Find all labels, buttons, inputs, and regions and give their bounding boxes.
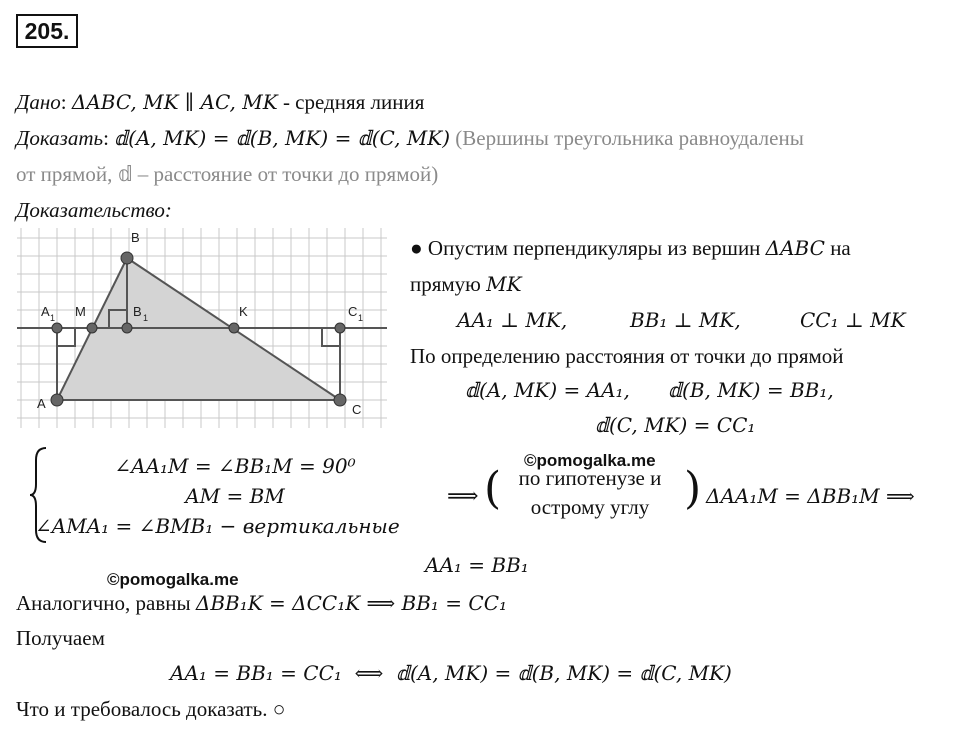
step1-text: ● Опустим перпендикуляры из вершин [410, 236, 766, 260]
system-line-2: AM = BM [185, 484, 285, 508]
label-b: B [131, 230, 140, 245]
qed-line [16, 697, 285, 721]
prove-line [16, 126, 804, 150]
step1-line2-text: прямую [410, 272, 487, 296]
point-b [121, 252, 133, 264]
given-text: - средняя линия [277, 90, 425, 114]
label-k: K [239, 304, 248, 319]
system-line-3: ∠AMA₁ = ∠BMB₁ − вертикальные [35, 514, 400, 538]
point-k [229, 323, 239, 333]
similarly-math: ΔBB₁K = ΔCC₁K ⟹ BB₁ = CC₁ [195, 591, 508, 615]
proof-label: Доказательство: [16, 198, 172, 222]
given-label: Дано [16, 90, 61, 114]
reason-paren-left: ( [484, 463, 502, 514]
given-colon: : [60, 90, 67, 114]
label-b1: B [133, 304, 142, 319]
label-b1-sub: 1 [143, 313, 149, 323]
point-b1 [122, 323, 132, 333]
watermark: ©pomogalka.me [524, 451, 656, 470]
definition-text: По определению расстояния от точки до прямой [410, 344, 844, 368]
perp-2: BB₁ ⊥ MK, [630, 308, 741, 332]
point-m [87, 323, 97, 333]
qed-text: Что и требовалось доказать. [16, 697, 268, 721]
implies-arrow: ⟹ [447, 484, 479, 509]
label-m: M [75, 304, 86, 319]
label-c1: C [348, 304, 358, 319]
similarly-text: Аналогично, равны [16, 591, 196, 615]
obtain-label: Получаем [16, 626, 105, 650]
watermark: ©pomogalka.me [107, 570, 239, 589]
system-line-1: ∠AA₁M = ∠BB₁M = 90⁰ [114, 454, 356, 478]
final-equation: AA₁ = BB₁ = CC₁ ⟺ 𝕕(A, MK) = 𝕕(B, MK) = 𝕕(C, MK) [170, 661, 732, 685]
prove-math: 𝕕(A, MK) = 𝕕(B, MK) = 𝕕(C, MK) [114, 126, 451, 150]
result-line: AA₁ = BB₁ [425, 553, 529, 577]
qed-mark: ○ [272, 697, 286, 721]
point-c1 [335, 323, 345, 333]
step1-end: на [824, 236, 851, 260]
system-conclusion: ΔAA₁M = ΔBB₁M ⟹ [706, 484, 915, 508]
problem-number: 205. [16, 14, 78, 48]
point-a [51, 394, 63, 406]
distance-line-1: 𝕕(A, MK) = AA₁, 𝕕(B, MK) = BB₁, [465, 378, 834, 402]
point-c [334, 394, 346, 406]
label-c1-sub: 1 [358, 313, 364, 323]
label-c: C [352, 402, 362, 417]
label-a1-sub: 1 [50, 313, 56, 323]
prove-note-1: (Вершины треугольника равноудалены [455, 126, 804, 150]
reason-paren-right: ) [684, 463, 702, 514]
distance-line-2: 𝕕(C, MK) = CC₁ [595, 413, 756, 437]
point-a1 [52, 323, 62, 333]
label-a1: A [41, 304, 50, 319]
given-line [16, 90, 424, 114]
perp-3: CC₁ ⊥ MK [800, 308, 906, 332]
step1-line2 [410, 272, 522, 296]
prove-label: Доказать [16, 126, 104, 150]
step1-line1 [410, 236, 851, 260]
prove-note-2: от прямой, 𝕕 – расстояние от точки до прямой) [16, 162, 439, 186]
step1-line2-math: MK [486, 272, 522, 296]
perp-1: AA₁ ⊥ MK, [457, 308, 568, 332]
reason-line-1: по гипотенузе и [518, 466, 662, 490]
step1-triangle: ΔABC [765, 236, 825, 260]
triangle-figure [17, 228, 387, 428]
given-math: ΔABC, MK ∥ AC, MK [71, 90, 278, 114]
label-a: A [37, 396, 46, 411]
similarly-line [16, 591, 507, 615]
reason-line-2: острому углу [530, 495, 650, 519]
prove-colon: : [103, 126, 109, 150]
